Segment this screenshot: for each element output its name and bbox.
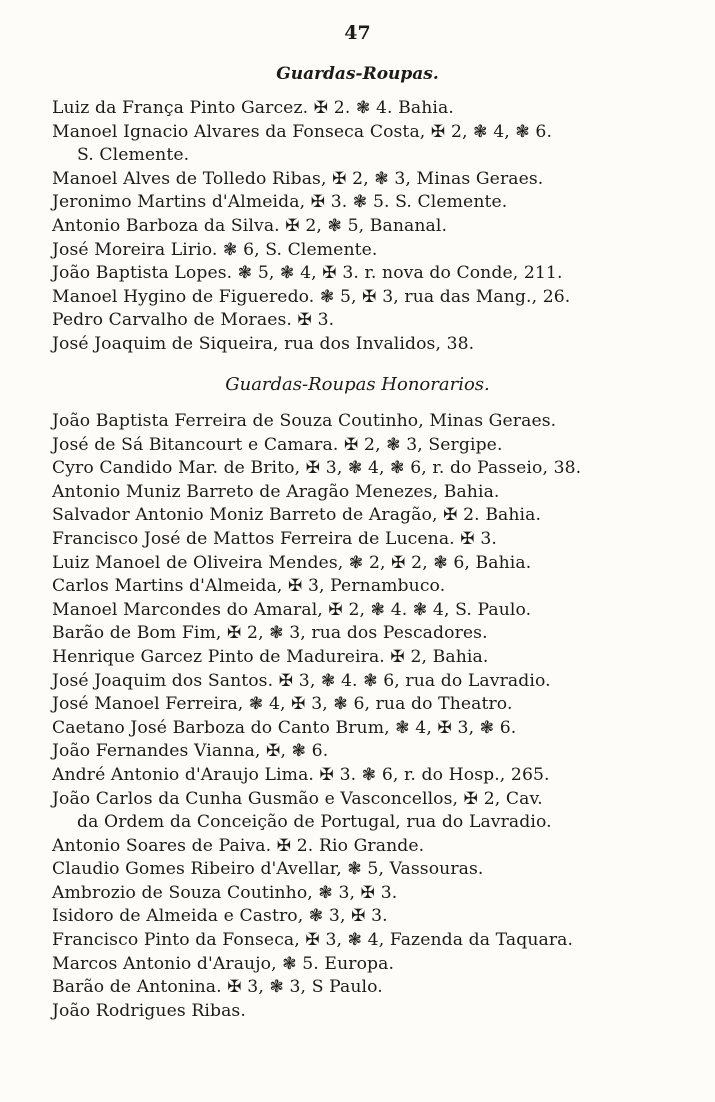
- list-item: Antonio Soares de Paiva. ✠ 2. Rio Grande.: [52, 835, 425, 856]
- list-item: Claudio Gomes Ribeiro d'Avellar, ❃ 5, Vassouras.: [52, 859, 484, 880]
- list-item: João Rodrigues Ribas.: [52, 1000, 246, 1021]
- list-item: João Baptista Lopes. ❃ 5, ❃ 4, ✠ 3. r. nova do Conde, 211.: [52, 263, 563, 284]
- list-item: Antonio Barboza da Silva. ✠ 2, ❃ 5, Bananal.: [52, 215, 448, 236]
- list-item: João Carlos da Cunha Gusmão e Vasconcellos, ✠ 2, Cav.: [52, 788, 543, 809]
- list-item: Manoel Marcondes do Amaral, ✠ 2, ❃ 4. ❃ 4, S. Paulo.: [52, 599, 532, 620]
- list-item: José Joaquim dos Santos. ✠ 3, ❃ 4. ❃ 6, rua do Lavradio.: [52, 670, 551, 691]
- list-item: Marcos Antonio d'Araujo, ❃ 5. Europa.: [52, 953, 395, 974]
- list-item-continuation: S. Clemente.: [77, 145, 190, 166]
- list-item: Francisco Pinto da Fonseca, ✠ 3, ❃ 4, Fazenda da Taquara.: [52, 930, 574, 951]
- list-item: Ambrozio de Souza Coutinho, ❃ 3, ✠ 3.: [52, 882, 398, 903]
- list-item: José Moreira Lirio. ❃ 6, S. Clemente.: [52, 239, 378, 260]
- list-item: Manoel Alves de Tolledo Ribas, ✠ 2, ❃ 3, Minas Geraes.: [52, 168, 544, 189]
- list-item: Barão de Bom Fim, ✠ 2, ❃ 3, rua dos Pescadores.: [52, 623, 488, 644]
- page-number: 47: [344, 22, 371, 44]
- list-item: José Manoel Ferreira, ❃ 4, ✠ 3, ❃ 6, rua do Theatro.: [52, 694, 513, 715]
- list-item-continuation: da Ordem da Conceição de Portugal, rua do Lavradio.: [77, 812, 552, 833]
- list-item: Salvador Antonio Moniz Barreto de Aragão, ✠ 2. Bahia.: [52, 505, 542, 526]
- list-item: José Joaquim de Siqueira, rua dos Invalidos, 38.: [52, 333, 475, 354]
- section-title-guardas-roupas-honorarios: Guardas-Roupas Honorarios.: [225, 374, 490, 395]
- list-item: Manoel Hygino de Figueredo. ❃ 5, ✠ 3, rua das Mang., 26.: [52, 286, 571, 307]
- list-item: José de Sá Bitancourt e Camara. ✠ 2, ❃ 3, Sergipe.: [52, 434, 503, 455]
- list-item: Henrique Garcez Pinto de Madureira. ✠ 2, Bahia.: [52, 646, 489, 667]
- list-item: Luiz da França Pinto Garcez. ✠ 2. ❃ 4. Bahia.: [52, 98, 454, 118]
- list-item: Luiz Manoel de Oliveira Mendes, ❃ 2, ✠ 2, ❃ 6, Bahia.: [52, 552, 532, 573]
- list-item: Caetano José Barboza do Canto Brum, ❃ 4, ✠ 3, ❃ 6.: [52, 717, 517, 738]
- list-item: Antonio Muniz Barreto de Aragão Menezes, Bahia.: [52, 481, 500, 502]
- guardas-roupas-honorarios-list: [52, 410, 677, 1023]
- list-item: Jeronimo Martins d'Almeida, ✠ 3. ❃ 5. S. Clemente.: [52, 192, 508, 213]
- list-item: Francisco José de Mattos Ferreira de Lucena. ✠ 3.: [52, 528, 497, 549]
- list-item: João Fernandes Vianna, ✠, ❃ 6.: [52, 741, 329, 762]
- list-item: Barão de Antonina. ✠ 3, ❃ 3, S Paulo.: [52, 977, 383, 998]
- section-title-guardas-roupas: Guardas-Roupas.: [276, 64, 439, 84]
- list-item: Manoel Ignacio Alvares da Fonseca Costa, ✠ 2, ❃ 4, ❃ 6.: [52, 121, 553, 142]
- list-item: Cyro Candido Mar. de Brito, ✠ 3, ❃ 4, ❃ 6, r. do Passeio, 38.: [52, 458, 582, 479]
- list-item: Isidoro de Almeida e Castro, ❃ 3, ✠ 3.: [52, 906, 388, 927]
- list-item: João Baptista Ferreira de Souza Coutinho, Minas Geraes.: [52, 411, 557, 431]
- list-item: Carlos Martins d'Almeida, ✠ 3, Pernambuco.: [52, 576, 446, 597]
- list-item: André Antonio d'Araujo Lima. ✠ 3. ❃ 6, r. do Hosp., 265.: [52, 764, 550, 785]
- guardas-roupas-list: [52, 97, 677, 357]
- list-item: Pedro Carvalho de Moraes. ✠ 3.: [52, 310, 335, 331]
